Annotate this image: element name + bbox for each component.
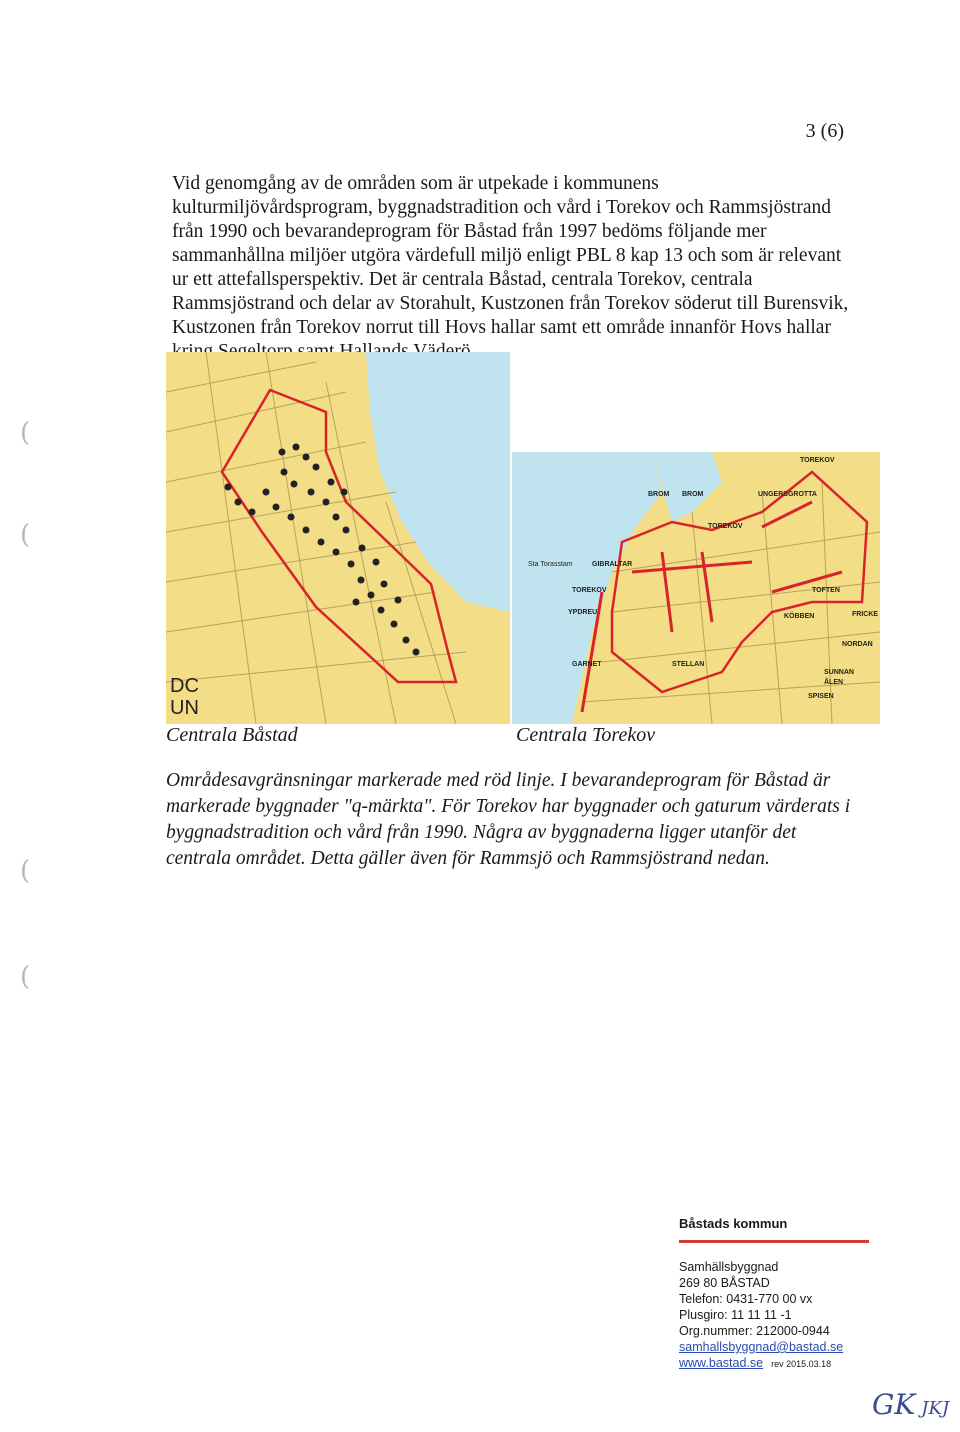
map-label: DC [170, 675, 199, 697]
map-label: SUNNAN [824, 669, 854, 676]
map-label: UNGERSGROTTA [758, 491, 817, 498]
footer-web-link[interactable]: www.bastad.se [679, 1356, 764, 1370]
footer-revision: rev 2015.03.18 [771, 1359, 832, 1369]
handwritten-signature [872, 1388, 949, 1421]
footer-address: 269 80 BÅSTAD [679, 1276, 770, 1290]
footer-plusgiro: Plusgiro: 11 11 11 -1 [679, 1308, 792, 1322]
margin-bracket: ( [20, 856, 31, 886]
footer-contact [679, 1216, 869, 1372]
map-label: SPISEN [808, 693, 834, 700]
margin-bracket: ( [20, 962, 31, 992]
signature-extra: JKJ [921, 1398, 950, 1419]
map-label: UN [170, 697, 199, 719]
footer-department: Samhällsbyggnad [679, 1260, 779, 1274]
map-label: BROM [648, 491, 670, 498]
map-centrala-bastad [166, 352, 510, 724]
map-label: TOREKOV [572, 587, 607, 594]
footer-organization: Båstads kommun [679, 1216, 869, 1243]
map-label: ÅLEN [824, 679, 844, 686]
map-label: GIBRALTAR [592, 561, 633, 568]
map-label: NORDAN [842, 641, 873, 648]
map-caption-torekov: Centrala Torekov [516, 724, 656, 746]
footer-phone: Telefon: 0431-770 00 vx [679, 1292, 813, 1306]
map-label: TOFTEN [812, 587, 840, 594]
map-centrala-torekov [512, 452, 880, 724]
map-label: BROM [682, 491, 704, 498]
map-bastad-drawing [166, 352, 510, 724]
footer-email-link[interactable]: samhallsbyggnad@bastad.se [679, 1340, 844, 1354]
margin-bracket: ( [20, 418, 31, 448]
map-label: FRICKE [852, 611, 879, 618]
map-label: KÖBBEN [784, 613, 815, 620]
area-boundaries-note: Områdesavgränsningar markerade med röd linje. I bevarandeprogram för Båstad är markerade byggnader "q-märkta". För Torekov har byggnader och gaturum värderats i byggnadstradition och vård från 1990. Några av byggnaderna ligger utanför det centrala området. Detta gäller även för Rammsjö och Rammsjöstrand nedan. [166, 770, 851, 869]
margin-bracket: ( [20, 520, 31, 550]
map-label: STELLAN [672, 661, 705, 668]
intro-paragraph: Vid genomgång av de områden som är utpekade i kommunens kulturmiljövårdsprogram, byggnadstradition och vård i Torekov och Rammsjöstrand från 1990 och bevarandeprogram för Båstad från 1997 bedöms följande mer sammanhållna miljöer utgöra värdefull miljö enligt PBL 8 kap 13 och som är relevant ur ett attefallsperspektiv. Det är centrala Båstad, centrala Torekov, centrala Rammsjöstrand och delar av Storahult, Kustzonen från Torekov söderut till Burensvik, Kustzonen från Torekov norrut till Hovs hallar samt ett område innanför Hovs hallar [172, 173, 849, 338]
map-label: GARNET [572, 661, 602, 668]
footer-org-number: Org.nummer: 212000-0944 [679, 1324, 830, 1338]
map-label: TOREKOV [708, 523, 743, 530]
signature-initials: GK [872, 1388, 916, 1421]
page-number: 3 (6) [805, 120, 844, 142]
map-caption-bastad: Centrala Båstad [166, 724, 298, 746]
map-label: Sta Torasstam [528, 561, 573, 568]
map-label: TOREKOV [800, 457, 835, 464]
map-label: YPDREU [568, 609, 598, 616]
map-torekov-drawing [512, 452, 880, 724]
